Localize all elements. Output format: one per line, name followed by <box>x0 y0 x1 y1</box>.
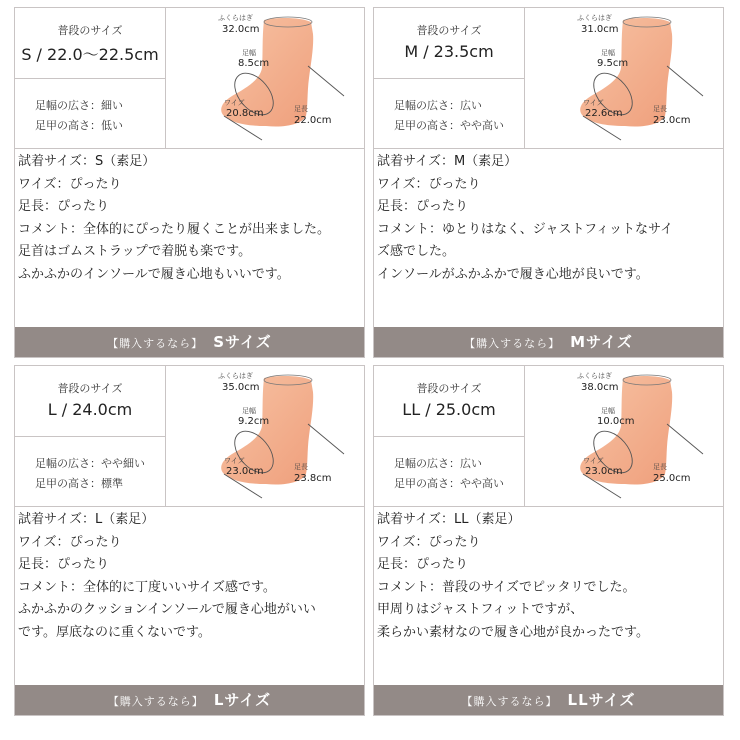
card-header <box>15 8 364 149</box>
calf-label: ふくらはぎ <box>218 14 253 22</box>
foot-illustration <box>525 366 724 506</box>
wise-label: ワイズ <box>583 457 604 465</box>
foot-measurement-diagram <box>525 366 724 506</box>
usual-size-label: 普段のサイズ <box>57 382 123 395</box>
ankle-value: 9.2cm <box>238 416 270 427</box>
length-line <box>667 66 703 96</box>
review-line: 足長：ぴったり <box>377 557 469 572</box>
foot-illustration <box>166 366 365 506</box>
review-line: です。厚底なのに重くないです。 <box>18 624 211 640</box>
usual-size-label: 普段のサイズ <box>57 24 123 37</box>
length-line <box>667 424 703 454</box>
foot-illustration <box>525 8 724 148</box>
size-review-card <box>373 365 724 716</box>
calf-label: ふくらはぎ <box>577 372 612 380</box>
foot-illustration <box>166 8 365 148</box>
review-line: ふかふかのインソールで履き心地もいいです。 <box>18 266 290 282</box>
usual-size-value: S / 22.0〜22.5cm <box>21 45 159 64</box>
wise-label: ワイズ <box>224 99 245 107</box>
ankle-value: 9.5cm <box>597 58 629 69</box>
length-label: 足長 <box>294 463 308 471</box>
fitting-review <box>377 151 723 286</box>
wise-value: 22.6cm <box>585 108 623 119</box>
foot-measurement-diagram <box>166 8 365 148</box>
usual-size-box <box>374 8 524 79</box>
review-line: ふかふかのクッションインソールで履き心地がいい <box>18 602 316 617</box>
user-info <box>15 8 166 148</box>
foot-shape-box <box>15 437 165 506</box>
review-line: コメント：普段のサイズでピッタリでした。 <box>377 579 636 595</box>
foot-shape-box <box>374 437 524 506</box>
buy-size: Lサイズ <box>213 691 272 709</box>
instep-height-text: 足甲の高さ：やや高い <box>394 119 504 132</box>
review-line: 足長：ぴったり <box>377 199 469 214</box>
foot-width-text: 足幅の広さ：細い <box>35 99 123 112</box>
review-line: 試着サイズ：S（素足） <box>18 154 156 169</box>
instep-height-text: 足甲の高さ：標準 <box>35 477 123 490</box>
foot-shape-box <box>374 79 524 148</box>
usual-size-box <box>15 366 165 437</box>
buy-prefix: 【購入するなら】 <box>461 695 558 708</box>
review-line: 足長：ぴったり <box>18 199 110 214</box>
foot-measurement-diagram <box>525 8 724 148</box>
ankle-value: 8.5cm <box>238 58 270 69</box>
wise-value: 23.0cm <box>585 466 623 477</box>
buy-recommendation-bar <box>15 685 364 715</box>
review-line: 試着サイズ：LL（素足） <box>377 512 521 527</box>
foot-shape-box <box>15 79 165 148</box>
calf-label: ふくらはぎ <box>218 372 253 380</box>
calf-value: 35.0cm <box>222 382 260 393</box>
length-value: 23.0cm <box>653 115 691 126</box>
buy-recommendation-bar <box>374 685 723 715</box>
foot-width-text: 足幅の広さ：やや細い <box>35 457 145 470</box>
buy-size: Sサイズ <box>213 333 272 351</box>
review-line: インソールがふかふかで履き心地が良いです。 <box>377 266 649 282</box>
review-line: ワイズ：ぴったり <box>377 534 481 550</box>
fitting-review <box>377 509 723 644</box>
review-line: 甲周りはジャストフィットですが、 <box>377 602 584 617</box>
user-info <box>374 366 525 506</box>
size-review-card <box>14 7 365 358</box>
wise-value: 23.0cm <box>226 466 264 477</box>
foot-measurement-diagram <box>166 366 365 506</box>
ankle-label: 足幅 <box>601 407 615 415</box>
length-value: 23.8cm <box>294 473 332 484</box>
review-line: ズ感でした。 <box>377 244 456 259</box>
size-review-card <box>14 365 365 716</box>
fitting-review <box>18 509 364 644</box>
buy-size: Mサイズ <box>570 333 633 351</box>
buy-recommendation-bar <box>374 327 723 357</box>
length-line <box>308 424 344 454</box>
card-header <box>15 366 364 507</box>
length-line <box>308 66 344 96</box>
length-value: 22.0cm <box>294 115 332 126</box>
usual-size-label: 普段のサイズ <box>416 24 482 37</box>
review-line: コメント：全体的にぴったり履くことが出来ました。 <box>18 221 331 237</box>
ankle-label: 足幅 <box>601 49 615 57</box>
review-line: 柔らかい素材なので履き心地が良かったです。 <box>377 624 649 640</box>
length-label: 足長 <box>653 105 667 113</box>
buy-prefix: 【購入するなら】 <box>107 695 204 708</box>
wise-value: 20.8cm <box>226 108 264 119</box>
calf-value: 38.0cm <box>581 382 619 393</box>
buy-recommendation-bar <box>15 327 364 357</box>
calf-value: 32.0cm <box>222 24 260 35</box>
instep-height-text: 足甲の高さ：低い <box>35 119 123 132</box>
foot-width-text: 足幅の広さ：広い <box>394 99 482 112</box>
buy-prefix: 【購入するなら】 <box>107 337 204 350</box>
review-line: コメント：全体的に丁度いいサイズ感です。 <box>18 579 276 595</box>
length-value: 25.0cm <box>653 473 691 484</box>
usual-size-value: L / 24.0cm <box>47 400 133 419</box>
usual-size-label: 普段のサイズ <box>416 382 482 395</box>
review-line: ワイズ：ぴったり <box>18 534 122 550</box>
calf-value: 31.0cm <box>581 24 619 35</box>
review-line: ワイズ：ぴったり <box>18 176 122 192</box>
review-line: 足長：ぴったり <box>18 557 110 572</box>
review-line: ワイズ：ぴったり <box>377 176 481 192</box>
buy-size: LLサイズ <box>567 691 636 709</box>
usual-size-value: M / 23.5cm <box>404 42 494 61</box>
length-label: 足長 <box>294 105 308 113</box>
user-info <box>15 366 166 506</box>
review-line: コメント：ゆとりはなく、ジャストフィットなサイ <box>377 221 674 237</box>
length-label: 足長 <box>653 463 667 471</box>
review-line: 試着サイズ：L（素足） <box>18 512 155 527</box>
size-review-card <box>373 7 724 358</box>
buy-prefix: 【購入するなら】 <box>464 337 561 350</box>
foot-width-text: 足幅の広さ：広い <box>394 457 482 470</box>
ankle-value: 10.0cm <box>597 416 635 427</box>
usual-size-box <box>15 8 165 79</box>
calf-label: ふくらはぎ <box>577 14 612 22</box>
usual-size-value: LL / 25.0cm <box>402 400 496 419</box>
card-header <box>374 8 723 149</box>
ankle-label: 足幅 <box>242 49 256 57</box>
usual-size-box <box>374 366 524 437</box>
review-line: 試着サイズ：M（素足） <box>377 154 518 169</box>
wise-label: ワイズ <box>583 99 604 107</box>
wise-label: ワイズ <box>224 457 245 465</box>
review-line: 足首はゴムストラップで着脱も楽です。 <box>18 244 252 259</box>
card-header <box>374 366 723 507</box>
fitting-review <box>18 151 364 286</box>
user-info <box>374 8 525 148</box>
ankle-label: 足幅 <box>242 407 256 415</box>
instep-height-text: 足甲の高さ：やや高い <box>394 477 504 490</box>
